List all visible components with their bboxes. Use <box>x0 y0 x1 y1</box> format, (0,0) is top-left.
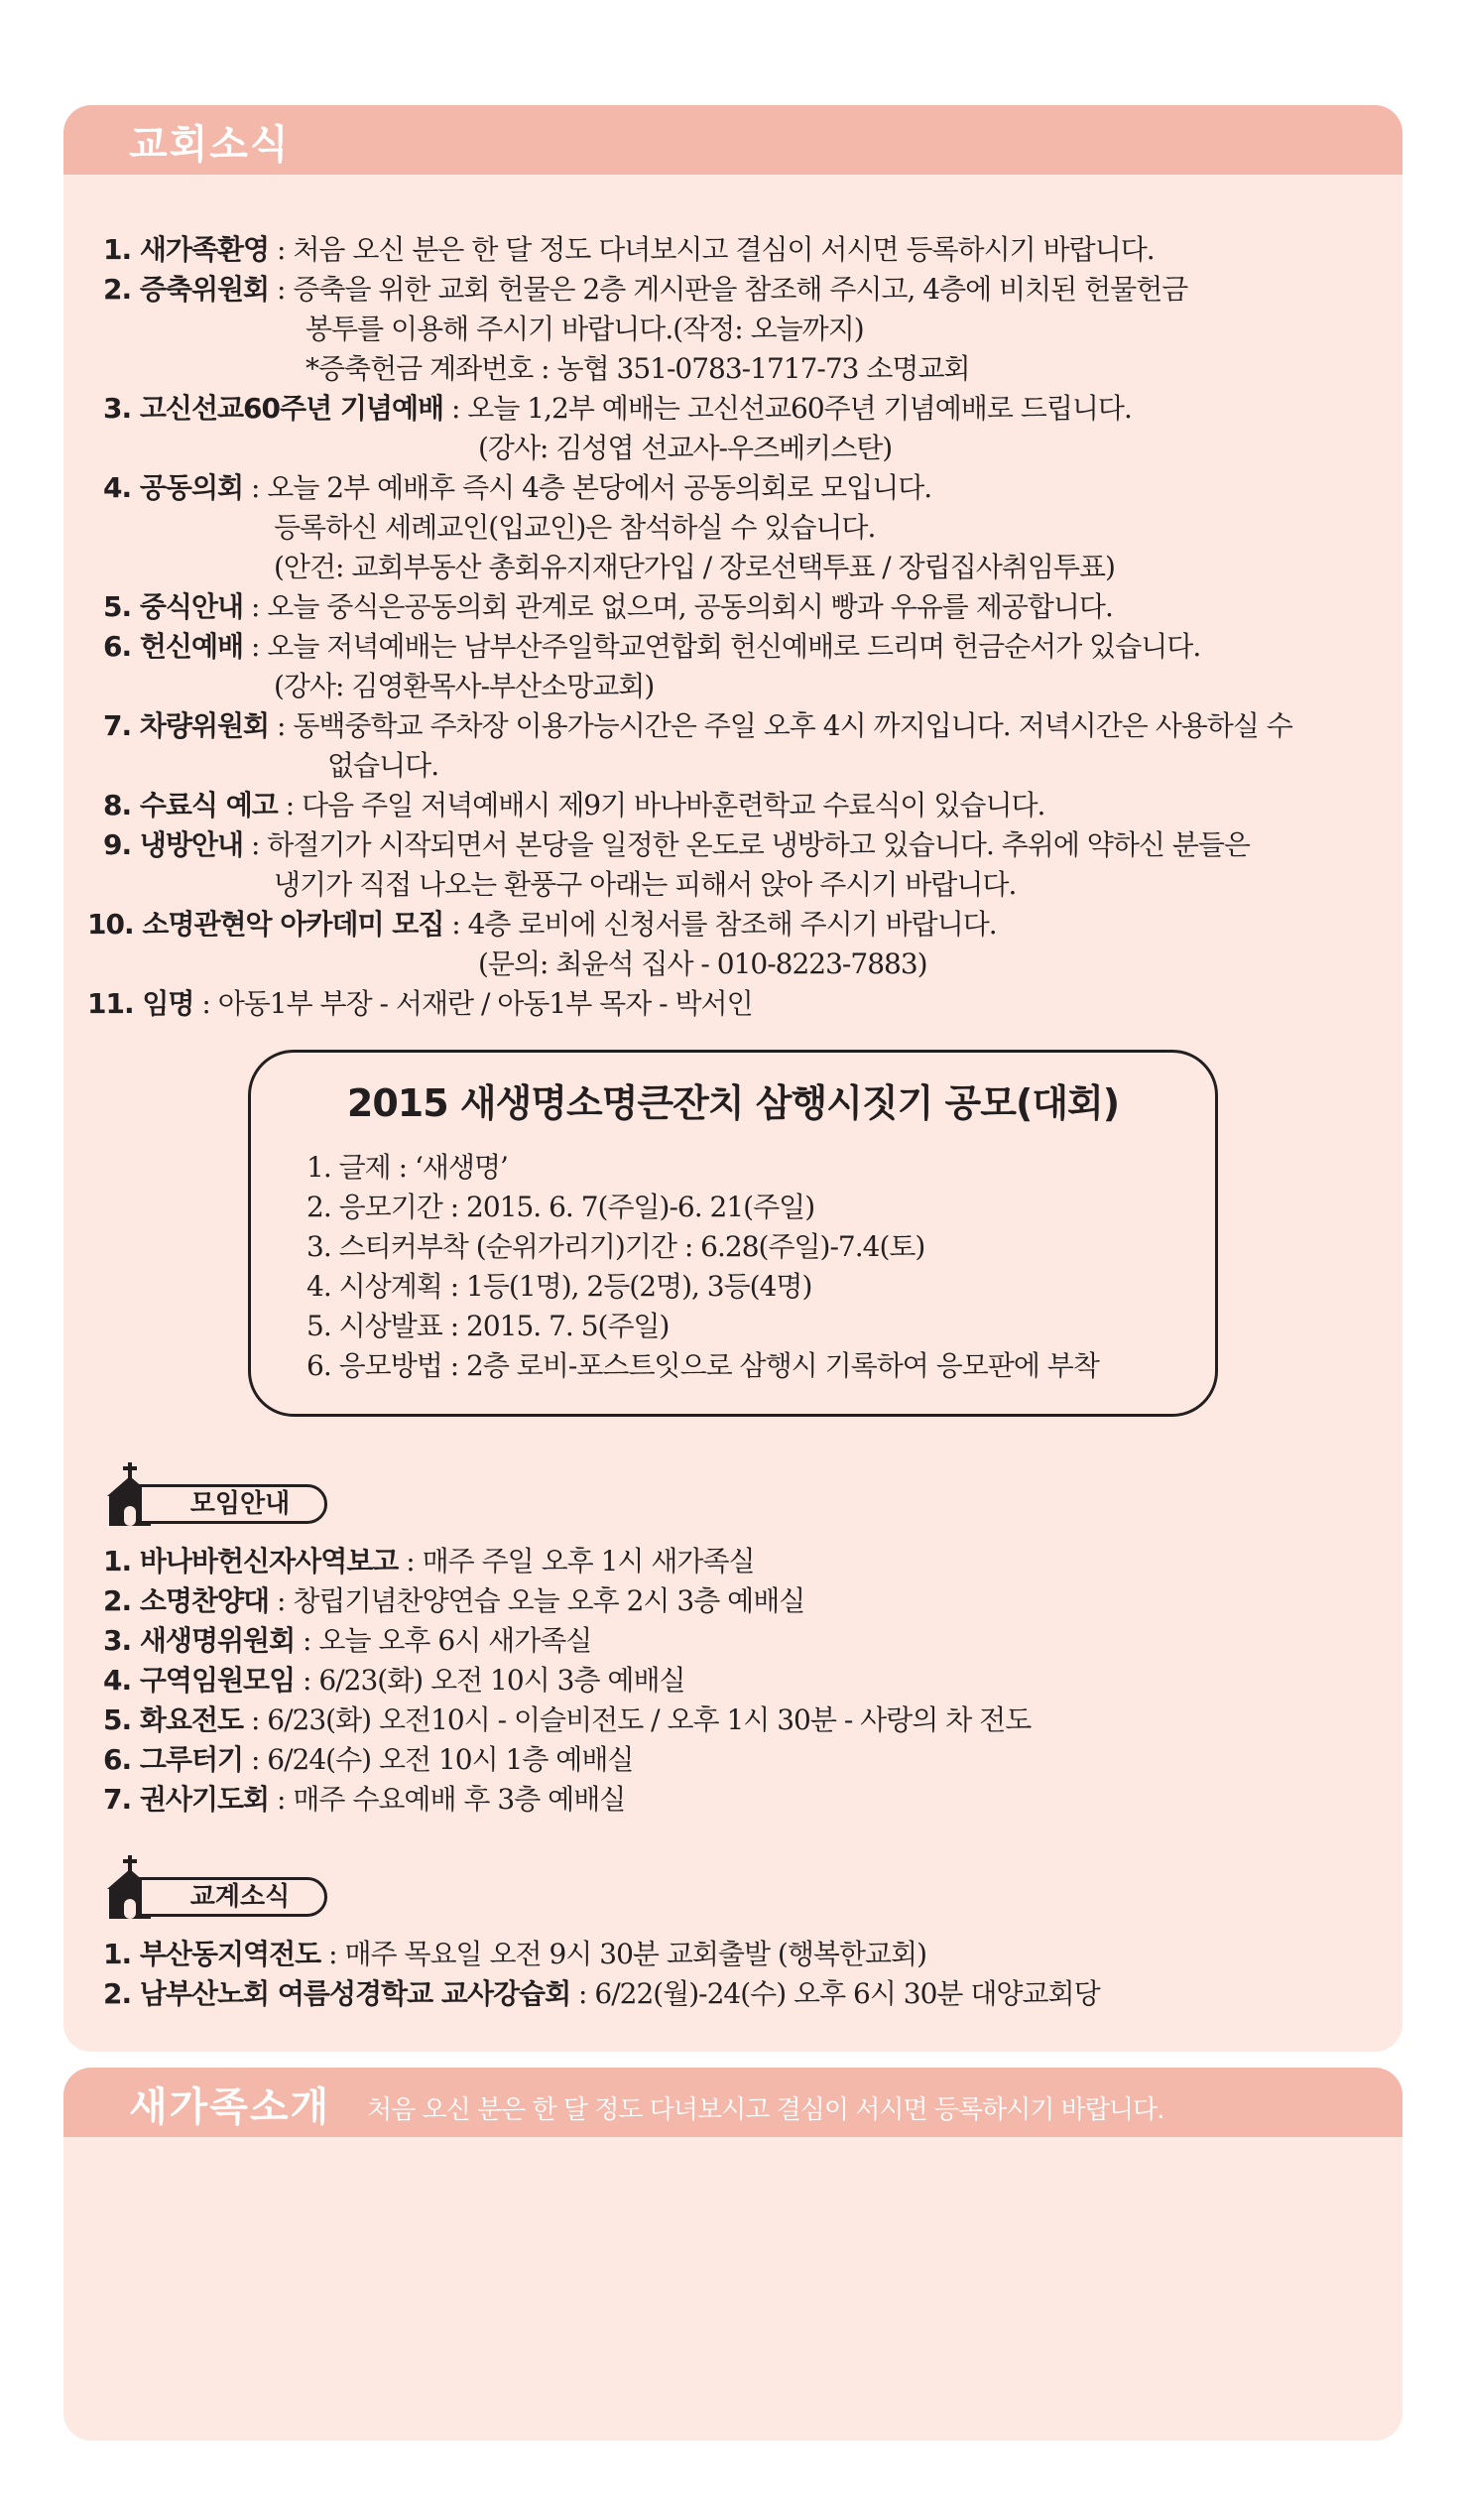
news-item-4-cont-2: (안건: 교회부동산 총회유지재단가입 / 장로선택투표 / 장립집사취임투표) <box>274 551 1115 583</box>
news-item-6-cont-1: (강사: 김영환목사-부산소망교회) <box>274 670 655 702</box>
news-item-5: 5. 중식안내 : 오늘 중식은공동의회 관계로 없으며, 공동의회시 빵과 우유를 제공합니다. <box>103 590 1113 623</box>
new-family-panel <box>63 2068 1403 2441</box>
church-news-title: 교회소식 <box>129 122 291 168</box>
church-news-header <box>63 105 1403 175</box>
news-item-1: 1. 새가족환영 : 처음 오신 분은 한 달 정도 다녀보시고 결심이 서시면 등록하시기 바랍니다. <box>103 233 1155 266</box>
news-item-4: 4. 공동의회 : 오늘 2부 예배후 즉시 4층 본당에서 공동의회로 모입니다. <box>103 471 932 504</box>
meeting-item-6: 6. 그루터기 : 6/24(수) 오전 10시 1층 예배실 <box>103 1743 634 1776</box>
contest-item-5: 5. 시상발표 : 2015. 7. 5(주일) <box>306 1310 670 1342</box>
meeting-item-3: 3. 새생명위원회 : 오늘 오후 6시 새가족실 <box>103 1624 592 1657</box>
news-item-9: 9. 냉방안내 : 하절기가 시작되면서 본당을 일정한 온도로 냉방하고 있습니다. 추위에 약하신 분들은 <box>103 828 1250 861</box>
fellowship-item-2: 2. 남부산노회 여름성경학교 교사강습회 : 6/22(월)-24(수) 오후 6시 30분 대양교회당 <box>103 1977 1100 2010</box>
news-item-2: 2. 증축위원회 : 증축을 위한 교회 헌물은 2층 게시판을 참조해 주시고, 4층에 비치된 헌물헌금 <box>103 273 1188 306</box>
new-family-title: 새가족소개 <box>129 2084 331 2130</box>
church-news-panel <box>63 105 1403 2052</box>
contest-item-1: 1. 글제 : ‘새생명’ <box>306 1151 508 1184</box>
news-item-6: 6. 헌신예배 : 오늘 저녁예배는 남부산주일학교연합회 헌신예배로 드리며 헌금순서가 있습니다. <box>103 630 1201 663</box>
contest-item-3: 3. 스티커부착 (순위가리기)기간 : 6.28(주일)-7.4(토) <box>306 1230 925 1263</box>
contest-item-2: 2. 응모기간 : 2015. 6. 7(주일)-6. 21(주일) <box>306 1191 815 1223</box>
news-item-10-cont-1: (문의: 최윤석 집사 - 010-8223-7883) <box>478 947 927 980</box>
news-item-8: 8. 수료식 예고 : 다음 주일 저녁예배시 제9기 바나바훈련학교 수료식이 있습니다. <box>103 789 1045 821</box>
news-item-11: 11. 임명 : 아동1부 부장 - 서재란 / 아동1부 목자 - 박서인 <box>87 987 753 1020</box>
new-family-header <box>63 2068 1403 2137</box>
news-item-2-cont-1: 봉투를 이용해 주시기 바랍니다.(작정: 오늘까지) <box>305 313 864 345</box>
meeting-item-2: 2. 소명찬양대 : 창립기념찬양연습 오늘 오후 2시 3층 예배실 <box>103 1584 805 1617</box>
news-item-2-cont-2: *증축헌금 계좌번호 : 농협 351-0783-1717-73 소명교회 <box>305 352 970 385</box>
fellowship-title: 교계소식 <box>139 1877 327 1917</box>
fellowship-item-1: 1. 부산동지역전도 : 매주 목요일 오전 9시 30분 교회출발 (행복한교회) <box>103 1938 927 1970</box>
meeting-item-5: 5. 화요전도 : 6/23(화) 오전10시 - 이슬비전도 / 오후 1시 30분 - 사랑의 차 전도 <box>103 1703 1032 1736</box>
news-item-7: 7. 차량위원회 : 동백중학교 주차장 이용가능시간은 주일 오후 4시 까지입니다. 저녁시간은 사용하실 수 <box>103 709 1292 742</box>
contest-box <box>248 1050 1218 1417</box>
news-item-3: 3. 고신선교60주년 기념예배 : 오늘 1,2부 예배는 고신선교60주년 기념예배로 드립니다. <box>103 392 1132 425</box>
news-item-4-cont-1: 등록하신 세례교인(입교인)은 참석하실 수 있습니다. <box>274 511 876 544</box>
meeting-item-7: 7. 권사기도회 : 매주 수요예배 후 3층 예배실 <box>103 1783 626 1816</box>
meeting-item-1: 1. 바나바헌신자사역보고 : 매주 주일 오후 1시 새가족실 <box>103 1545 755 1577</box>
contest-title: 2015 새생명소명큰잔치 삼행시짓기 공모(대회) <box>346 1081 1120 1125</box>
contest-item-4: 4. 시상계획 : 1등(1명), 2등(2명), 3등(4명) <box>306 1270 812 1303</box>
news-item-3-cont-1: (강사: 김성엽 선교사-우즈베키스탄) <box>478 432 893 464</box>
contest-item-6: 6. 응모방법 : 2층 로비-포스트잇으로 삼행시 기록하여 응모판에 부착 <box>306 1349 1099 1382</box>
news-item-10: 10. 소명관현악 아카데미 모집 : 4층 로비에 신청서를 참조해 주시기 바랍니다. <box>87 908 997 941</box>
meeting-item-4: 4. 구역임원모임 : 6/23(화) 오전 10시 3층 예배실 <box>103 1664 685 1697</box>
news-item-9-cont-1: 냉기가 직접 나오는 환풍구 아래는 피해서 앉아 주시기 바랍니다. <box>274 868 1017 901</box>
meetings-title: 모임안내 <box>139 1484 327 1524</box>
new-family-subtitle: 처음 오신 분은 한 달 정도 다녀보시고 결심이 서시면 등록하시기 바랍니다. <box>367 2095 1164 2125</box>
news-item-7-cont-1: 없습니다. <box>327 749 439 782</box>
